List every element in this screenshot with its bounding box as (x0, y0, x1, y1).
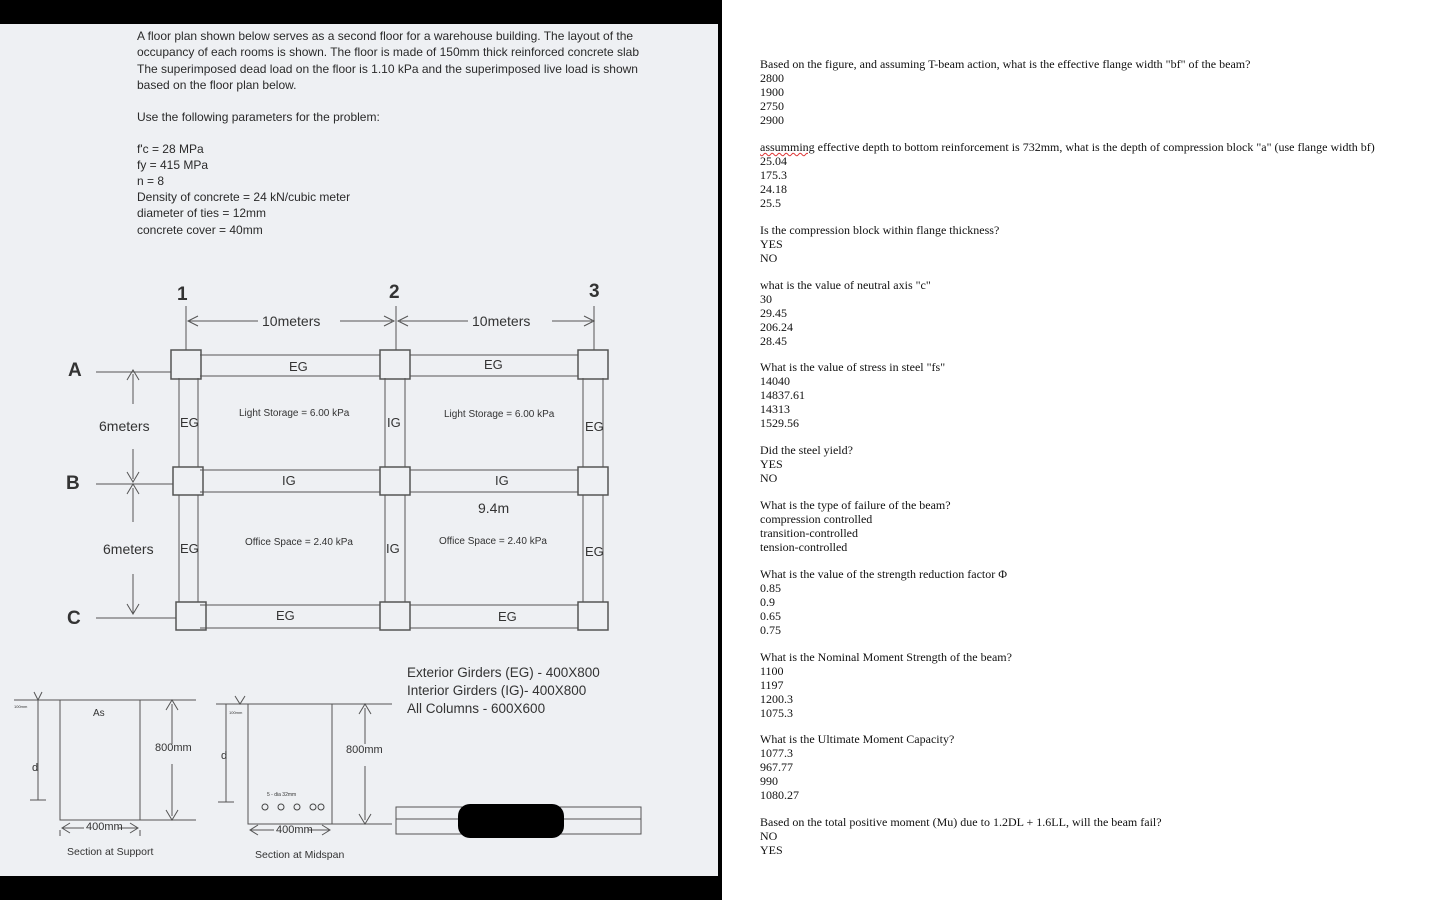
question-6 (760, 443, 853, 485)
support-title: Section at Support (67, 846, 154, 858)
support-width: 400mm (86, 821, 123, 833)
answer-option[interactable]: NO (760, 471, 778, 485)
question-text (760, 140, 1375, 154)
answer-option[interactable]: 2900 (760, 113, 784, 127)
grid-col-3: 3 (589, 281, 600, 302)
room-label: Office Space = 2.40 kPa (439, 536, 547, 547)
param-cover: concrete cover = 40mm (137, 223, 263, 237)
param-n: n = 8 (137, 174, 165, 188)
dimension-note: 9.4m (478, 500, 510, 516)
question-8 (760, 567, 1007, 637)
answer-option[interactable]: 206.24 (760, 320, 793, 334)
question-text: Did the steel yield? (760, 443, 853, 457)
question-3 (760, 223, 999, 265)
question-9 (760, 650, 1012, 720)
support-depth: 800mm (155, 742, 192, 754)
answer-option[interactable]: 1900 (760, 85, 784, 99)
question-1 (760, 57, 1250, 127)
answer-option[interactable]: 1075.3 (760, 706, 793, 720)
misspelled-word: assumming (760, 140, 815, 154)
answer-option[interactable]: YES (760, 457, 783, 471)
span-x-2: 10meters (472, 313, 531, 329)
problem-photo (0, 24, 718, 876)
span-y-1: 6meters (99, 418, 150, 434)
answer-option[interactable]: NO (760, 251, 778, 265)
answer-option[interactable]: 14040 (760, 374, 790, 388)
answer-option[interactable]: transition-controlled (760, 526, 858, 540)
intro-line-1: A floor plan shown below serves as a second floor for a warehouse building. The layout of the (137, 29, 634, 43)
legend-columns: All Columns - 600X600 (407, 701, 546, 716)
question-text: What is the Ultimate Moment Capacity? (760, 732, 955, 746)
answer-option[interactable]: 0.9 (760, 595, 775, 609)
support-d: d (32, 762, 39, 774)
midspan-bars: 5 - dia 32mm (267, 792, 297, 798)
girder-label: EG (585, 419, 604, 434)
question-text: What is the type of failure of the beam? (760, 498, 951, 512)
intro-line-2: occupancy of each rooms is shown. The floor is made of 150mm thick reinforced concrete slab (137, 45, 640, 59)
midspan-d: d (221, 750, 228, 762)
grid-row-c: C (67, 608, 81, 629)
room-label: Light Storage = 6.00 kPa (239, 408, 350, 419)
girder-label: EG (180, 415, 199, 430)
grid-row-b: B (66, 473, 80, 494)
answer-option[interactable]: 967.77 (760, 760, 793, 774)
answer-option[interactable]: YES (760, 237, 783, 251)
question-text: What is the value of the strength reduction factor Φ (760, 567, 1008, 581)
question-text: Is the compression block within flange thickness? (760, 223, 1000, 237)
room-label: Light Storage = 6.00 kPa (444, 409, 555, 420)
answer-option[interactable]: 1077.3 (760, 746, 793, 760)
support-top: 100mm (14, 704, 28, 709)
midspan-top: 100mm (229, 710, 243, 715)
girder-label: IG (386, 541, 400, 556)
question-text: What is the value of stress in steel "fs" (760, 360, 946, 374)
answer-option[interactable]: 1200.3 (760, 692, 793, 706)
intro-line-3: The superimposed dead load on the floor is 1.10 kPa and the superimposed live load is shown (137, 62, 638, 76)
grid-col-1: 1 (177, 284, 188, 305)
question-5 (760, 360, 945, 430)
room-label: Office Space = 2.40 kPa (245, 537, 353, 548)
answer-option[interactable]: NO (760, 829, 778, 843)
answer-option[interactable]: 25.5 (760, 196, 781, 210)
use-params-heading: Use the following parameters for the problem: (137, 110, 380, 124)
girder-label: IG (282, 473, 296, 488)
param-fc: f'c = 28 MPa (137, 142, 204, 156)
questions-pane (722, 0, 1440, 900)
midspan-depth: 800mm (346, 744, 383, 756)
legend-interior: Interior Girders (IG)- 400X800 (407, 683, 587, 698)
answer-option[interactable]: 1197 (760, 678, 784, 692)
question-10 (760, 732, 954, 802)
answer-option[interactable]: 990 (760, 774, 778, 788)
girder-label: EG (498, 609, 517, 624)
question-7 (760, 498, 951, 554)
answer-option[interactable]: 0.85 (760, 581, 781, 595)
answer-option[interactable]: 24.18 (760, 182, 787, 196)
grid-row-a: A (68, 360, 82, 381)
question-2 (760, 140, 1375, 210)
answer-option[interactable]: 28.45 (760, 334, 787, 348)
question-text: Based on the total positive moment (Mu) due to 1.2DL + 1.6LL, will the beam fail? (760, 815, 1162, 829)
question-text: what is the value of neutral axis "c" (760, 278, 931, 292)
as-label: As (93, 708, 105, 719)
answer-option[interactable]: 25.04 (760, 154, 787, 168)
question-text: What is the Nominal Moment Strength of the beam? (760, 650, 1012, 664)
answer-option[interactable]: 2800 (760, 71, 784, 85)
span-y-2: 6meters (103, 541, 154, 557)
intro-line-4: based on the floor plan below. (137, 78, 297, 92)
girder-label: EG (289, 359, 308, 374)
girder-label: EG (484, 357, 503, 372)
answer-option[interactable]: 14313 (760, 402, 790, 416)
answer-option[interactable]: tension-controlled (760, 540, 848, 554)
girder-label: EG (276, 608, 295, 623)
question-text-rest: effective depth to bottom reinforcement is 732mm, what is the depth of compression block "a" (use flange width bf) (814, 140, 1375, 154)
answer-option[interactable]: 14837.61 (760, 388, 805, 402)
question-11 (760, 815, 1162, 857)
answer-option[interactable]: YES (760, 843, 783, 857)
param-density: Density of concrete = 24 kN/cubic meter (137, 190, 351, 204)
answer-option[interactable]: compression controlled (760, 512, 873, 526)
grid-col-2: 2 (389, 282, 400, 303)
answer-option[interactable]: 30 (760, 292, 772, 306)
girder-label: EG (180, 541, 199, 556)
answer-option[interactable]: 1080.27 (760, 788, 799, 802)
param-fy: fy = 415 MPa (137, 158, 209, 172)
question-text: Based on the figure, and assuming T-beam action, what is the effective flange width "bf" of the beam? (760, 57, 1251, 71)
midspan-width: 400mm (276, 824, 313, 836)
param-ties: diameter of ties = 12mm (137, 206, 267, 220)
answer-option[interactable]: 0.65 (760, 609, 781, 623)
answer-option[interactable]: 2750 (760, 99, 784, 113)
legend-exterior: Exterior Girders (EG) - 400X800 (407, 665, 600, 680)
girder-label: EG (585, 544, 604, 559)
answer-option[interactable]: 0.75 (760, 623, 781, 637)
redaction-blob (458, 804, 564, 838)
midspan-title: Section at Midspan (255, 849, 345, 861)
answer-option[interactable]: 29.45 (760, 306, 787, 320)
answer-option[interactable]: 1529.56 (760, 416, 799, 430)
answer-option[interactable]: 175.3 (760, 168, 787, 182)
question-4 (760, 278, 931, 348)
span-x-1: 10meters (262, 313, 321, 329)
girder-label: IG (495, 473, 509, 488)
girder-label: IG (387, 415, 401, 430)
answer-option[interactable]: 1100 (760, 664, 784, 678)
